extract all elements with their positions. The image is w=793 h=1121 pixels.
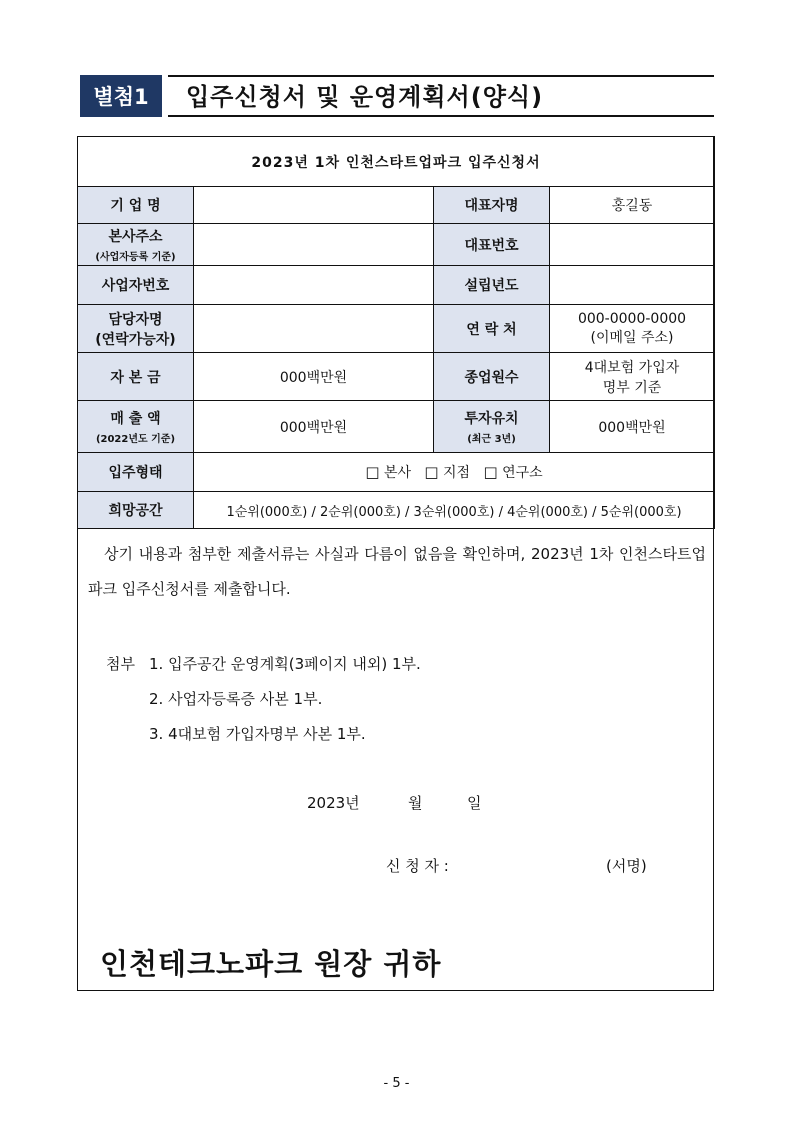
- signature-label: (서명): [606, 857, 647, 875]
- option-lab-label: 연구소: [502, 465, 543, 481]
- investment-label-note: (최근 3년): [467, 434, 516, 445]
- contact-field[interactable]: [550, 305, 715, 353]
- desired-space-field[interactable]: 1순위(000호) / 2순위(000호) / 3순위(000호) / 4순위(000호) / 5순위(000호): [194, 492, 715, 529]
- table-row: [78, 492, 715, 529]
- recipient: 인천테크노파크 원장 귀하: [100, 947, 442, 981]
- attachment-prefix: 첨부: [106, 655, 135, 673]
- form-title: 2023년 1차 인천스타트업파크 입주신청서: [78, 137, 715, 187]
- checkbox-branch[interactable]: □: [424, 463, 439, 481]
- table-row: [78, 401, 715, 453]
- table-row: [78, 266, 715, 305]
- main-phone-label: 대표번호: [434, 224, 550, 266]
- investment-label: [434, 401, 550, 453]
- attachment-item-1: 1. 입주공간 운영계획(3페이지 내외) 1부.: [149, 655, 421, 673]
- hq-address-label-note: (사업자등록 기준): [95, 252, 176, 263]
- form-title-row: [78, 137, 715, 187]
- date-day: 일: [467, 794, 482, 812]
- date-month: 월: [408, 794, 423, 812]
- business-number-label: 사업자번호: [78, 266, 194, 305]
- checkbox-hq[interactable]: □: [365, 463, 380, 481]
- investment-field[interactable]: 000백만원: [550, 401, 715, 453]
- table-row: [78, 453, 715, 492]
- company-name-label: 기 업 명: [78, 187, 194, 224]
- contact-email: (이메일 주소): [590, 329, 674, 346]
- ceo-name-label: 대표자명: [434, 187, 550, 224]
- option-branch-label: 지점: [443, 465, 471, 481]
- employees-field[interactable]: [550, 353, 715, 401]
- date-year: 2023년: [307, 794, 360, 812]
- hq-address-label: [78, 224, 194, 266]
- hq-address-field[interactable]: [194, 224, 434, 266]
- attachment-item-3: 3. 4대보험 가입자명부 사본 1부.: [149, 725, 366, 743]
- company-name-field[interactable]: [194, 187, 434, 224]
- application-form-table: [77, 136, 715, 529]
- manager-name-label-note: (연락가능자): [95, 331, 176, 348]
- employees-note-2: 명부 기준: [602, 379, 662, 396]
- ceo-name-field[interactable]: 홍길동: [550, 187, 715, 224]
- page-number: - 5 -: [383, 1076, 410, 1091]
- main-phone-field[interactable]: [550, 224, 715, 266]
- capital-label: 자 본 금: [78, 353, 194, 401]
- manager-name-label: [78, 305, 194, 353]
- attachment-item-2: 2. 사업자등록증 사본 1부.: [149, 690, 323, 708]
- manager-name-label-text: 담당자명: [108, 311, 163, 328]
- applicant-label: 신 청 자 :: [386, 857, 449, 875]
- table-row: [78, 353, 715, 401]
- table-row: [78, 224, 715, 266]
- employees-note-1: 4대보험 가입자: [584, 359, 680, 376]
- hq-address-label-text: 본사주소: [108, 229, 163, 245]
- page-title: 입주신청서 및 운영계획서(양식): [186, 83, 544, 111]
- founded-year-field[interactable]: [550, 266, 715, 305]
- investment-label-text: 투자유치: [464, 411, 519, 427]
- founded-year-label: 설립년도: [434, 266, 550, 305]
- contact-label: 연 락 처: [434, 305, 550, 353]
- table-row: [78, 305, 715, 353]
- header-rule-top: [168, 75, 714, 77]
- table-row: [78, 187, 715, 224]
- capital-field[interactable]: 000백만원: [194, 353, 434, 401]
- employees-label: 종업원수: [434, 353, 550, 401]
- business-number-field[interactable]: [194, 266, 434, 305]
- occupancy-type-options: [194, 453, 715, 492]
- checkbox-lab[interactable]: □: [483, 463, 498, 481]
- desired-space-label: 희망공간: [78, 492, 194, 529]
- sales-field[interactable]: 000백만원: [194, 401, 434, 453]
- header-rule-bottom: [168, 115, 714, 117]
- manager-name-field[interactable]: [194, 305, 434, 353]
- declaration-text: 상기 내용과 첨부한 제출서류는 사실과 다름이 없음을 확인하며, 2023년 1차 인천스타트업파크 입주신청서를 제출합니다.: [88, 545, 706, 598]
- occupancy-type-label: 입주형태: [78, 453, 194, 492]
- sales-label-note: (2022년도 기준): [95, 434, 176, 445]
- sales-label: [78, 401, 194, 453]
- option-hq-label: 본사: [383, 465, 412, 481]
- appendix-badge: 별첨1: [80, 75, 162, 117]
- contact-phone: 000-0000-0000: [577, 310, 687, 327]
- sales-label-text: 매 출 액: [110, 411, 161, 427]
